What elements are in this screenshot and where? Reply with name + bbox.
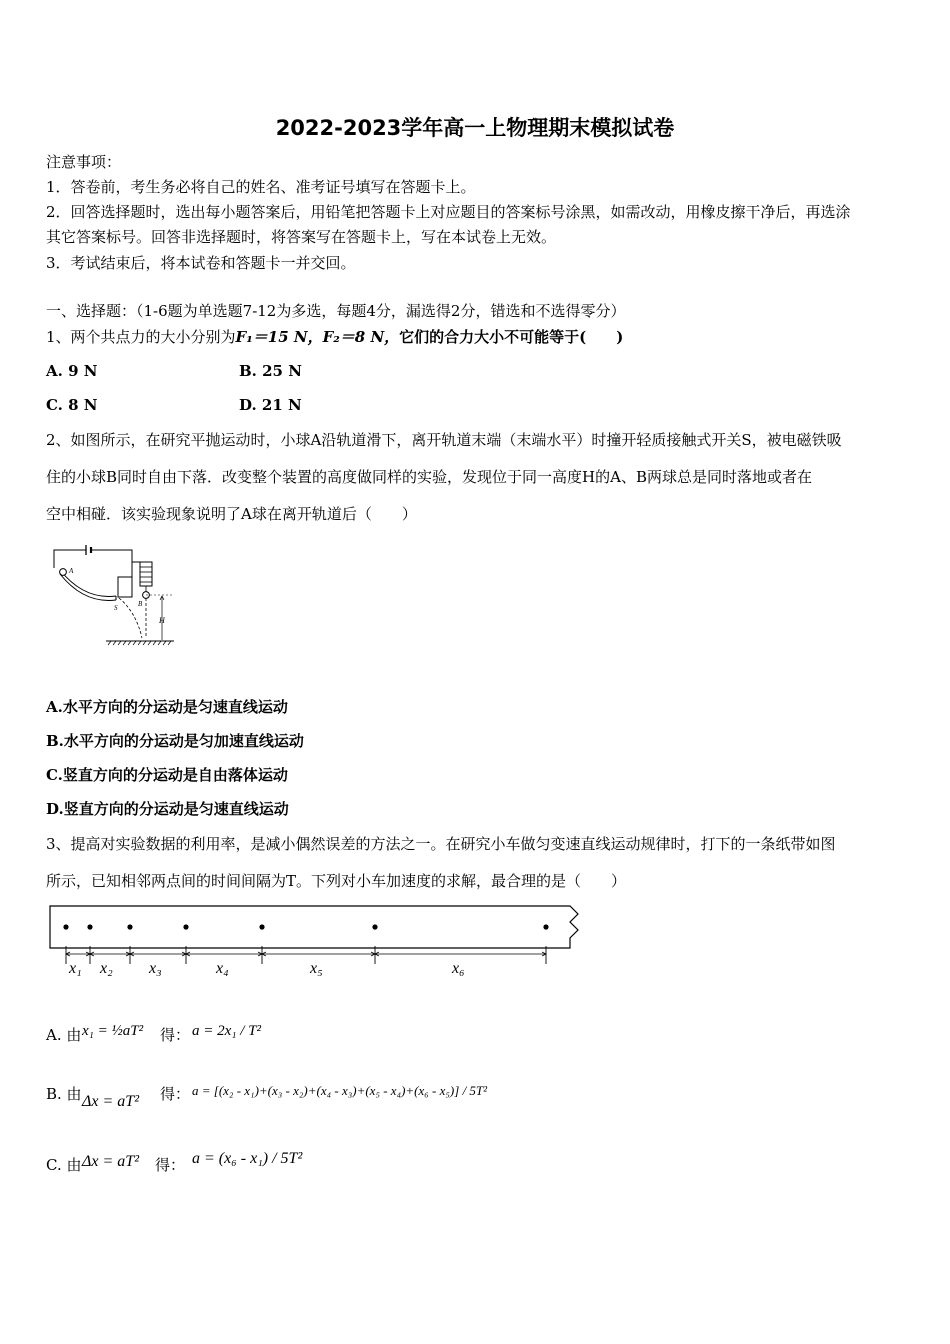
label-h: H [159, 616, 165, 625]
q2-option-d: D.竖直方向的分运动是匀速直线运动 [46, 800, 289, 818]
q3-stem-line-2: 所示，已知相邻两点间的时间间隔为T。下列对小车加速度的求解，最合理的是（ ） [46, 872, 627, 890]
q3-option-b-prefix: B. 由 [46, 1085, 82, 1103]
label-a: A [69, 567, 74, 575]
q1-f2: F₂＝8 N， [322, 328, 400, 346]
q1-stem-post: 它们的合力大小不可能等于( ) [399, 328, 624, 346]
q3-option-a-result: a = 2x₁ / T² [192, 1023, 262, 1039]
tape-dot [543, 924, 548, 929]
tape-dot [183, 924, 188, 929]
q3-option-b-mid: 得： [160, 1085, 191, 1103]
tape-ticks [66, 946, 546, 964]
q1-option-d: D. 21 N [239, 396, 302, 414]
tape-dot [87, 924, 92, 929]
q3-option-c-formula: Δx = aT² [82, 1153, 139, 1170]
q3-option-b-formula: Δx = aT² [82, 1093, 139, 1110]
page-title: 2022-2023学年高一上物理期末模拟试卷 [275, 116, 675, 140]
tape-label-x6: x₆ [452, 960, 465, 977]
electromagnet [140, 562, 152, 586]
tape-label-x4: x₄ [216, 960, 229, 977]
notice-item-2-cont: 其它答案标号。回答非选择题时，将答案写在答题卡上，写在本试卷上无效。 [46, 228, 557, 246]
q3-option-c-prefix: C. 由 [46, 1156, 82, 1174]
q2-apparatus-figure [44, 540, 184, 652]
q3-tape-figure [44, 902, 584, 982]
switch-post [118, 577, 132, 597]
section-heading: 一、选择题：（1-6题为单选题7-12为多选，每题4分，漏选得2分，错选和不选得零分） [46, 302, 626, 320]
q2-option-c: C.竖直方向的分运动是自由落体运动 [46, 766, 288, 784]
tape-dot [127, 924, 132, 929]
notice-heading: 注意事项： [46, 153, 122, 171]
q1-stem [46, 326, 623, 348]
tape-label-x3: x₃ [149, 960, 162, 977]
tape-arrows [66, 952, 546, 956]
ball-a [60, 569, 67, 576]
tape-dot [259, 924, 264, 929]
label-b: B [138, 600, 143, 608]
label-s: S [114, 604, 118, 612]
tape-dot [372, 924, 377, 929]
q2-stem-line-3: 空中相碰．该实验现象说明了A球在离开轨道后（ ） [46, 505, 417, 523]
tape-label-x2: x₂ [100, 960, 113, 977]
q1-option-a: A. 9 N [46, 362, 98, 380]
q2-stem-line-1: 2、如图所示，在研究平抛运动时，小球A沿轨道滑下，离开轨道末端（末端水平）时撞开轻质接触式开关S，被电磁铁吸 [46, 431, 842, 449]
q3-option-c-result: a = (x₆ - x₁) / 5T² [192, 1150, 303, 1167]
q1-stem-pre: 1、两个共点力的大小分别为 [46, 328, 236, 346]
circuit-wire-left [54, 550, 86, 568]
q3-stem-line-1: 3、提高对实验数据的利用率，是减小偶然误差的方法之一。在研究小车做匀变速直线运动规律时，打下的一条纸带如图 [46, 835, 836, 853]
q3-option-a-formula: x₁ = ½aT² [82, 1023, 144, 1039]
notice-item-2: 2．回答选择题时，选出每小题答案后，用铅笔把答题卡上对应题目的答案标号涂黑，如需改动，用橡皮擦干净后，再选涂 [46, 203, 851, 221]
circuit-wire-right [91, 550, 132, 577]
q1-option-c: C. 8 N [46, 396, 98, 414]
q2-stem-line-2: 住的小球B同时自由下落．改变整个装置的高度做同样的实验，发现位于同一高度H的A、B两球总是同时落地或者在 [46, 468, 812, 486]
q3-option-c-mid: 得： [155, 1156, 186, 1174]
q3-option-a-prefix: A. 由 [46, 1026, 82, 1044]
q1-option-b: B. 25 N [239, 362, 302, 380]
notice-item-3: 3．考试结束后，将本试卷和答题卡一并交回。 [46, 254, 356, 272]
tape-label-x1: x₁ [69, 960, 82, 977]
tape-label-x5: x₅ [310, 960, 323, 977]
notice-item-1: 1．答卷前，考生务必将自己的姓名、准考证号填写在答题卡上。 [46, 178, 476, 196]
tape-dot [63, 924, 68, 929]
q1-f1: F₁＝15 N， [235, 328, 323, 346]
q2-option-b: B.水平方向的分运动是匀加速直线运动 [46, 732, 304, 750]
q3-option-b-result: a = [(x₂ - x₁)+(x₃ - x₂)+(x₄ - x₃)+(x₅ - x₄)+(x₆ - x₅)] / 5T² [192, 1083, 488, 1098]
q3-option-a-mid: 得： [160, 1026, 191, 1044]
q2-option-a: A.水平方向的分运动是匀速直线运动 [46, 698, 288, 716]
